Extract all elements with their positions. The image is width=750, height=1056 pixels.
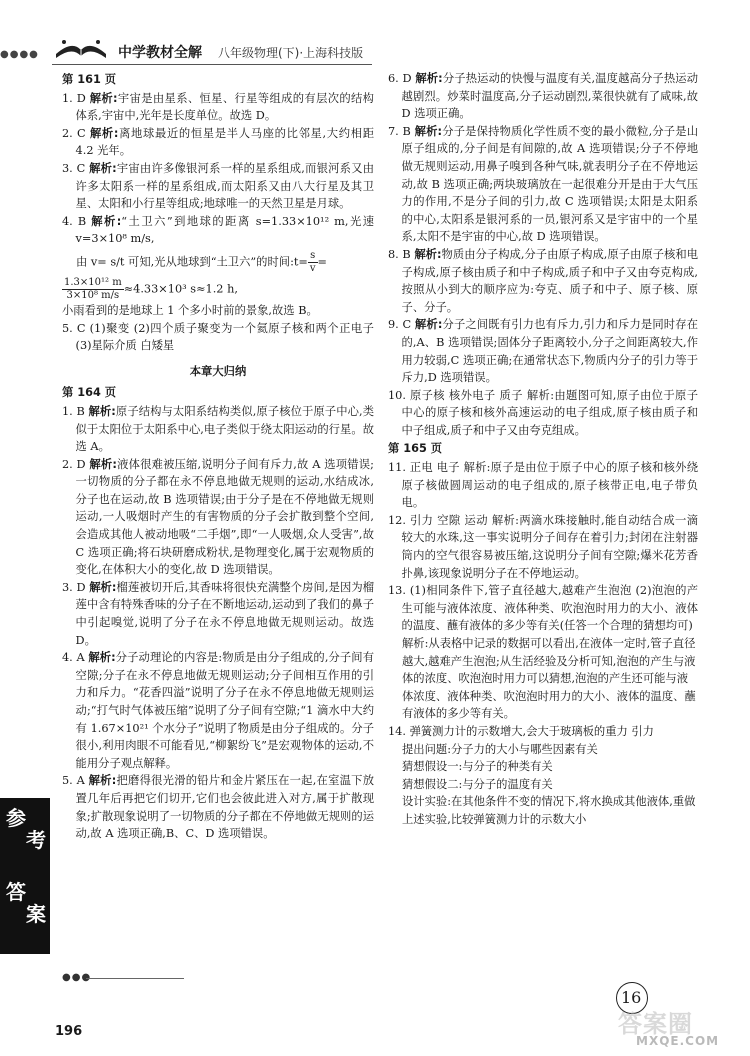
- fraction-denominator: v: [309, 262, 316, 274]
- side-tab-char: 参: [6, 806, 26, 830]
- answer-number: 5. A: [62, 774, 85, 788]
- analysis-label: 解析:: [414, 247, 442, 261]
- analysis-label: 解析:: [89, 457, 117, 471]
- fraction: [308, 250, 318, 275]
- side-tab-answers: [0, 798, 50, 954]
- answer-entry: [62, 125, 374, 160]
- analysis-label: 解析:: [89, 91, 118, 105]
- answer-text: 分子动理论的内容是:物质是由分子组成的,分子间有空隙;分子在永不停息地做无规则运动;分子间相互作用的引力和斥力。“花香四溢”说明了分子在永不停息地做无规则运动;“打气时气体被压缩”说明了分子间有空隙;“1 滴水中大约有 1.67×10²¹ 个水分子”说明了物质是由分子组成的。分子很小,利用肉眼不可能看见,“柳絮纷飞”是宏观物体的运动,不能用分子观点解释。: [75, 651, 374, 770]
- analysis-label: 解析:: [89, 580, 117, 594]
- answer-text: 弹簧测力计的示数增大,会大于玻璃板的重力 引力: [409, 724, 654, 738]
- answer-number: 7. B: [388, 124, 411, 138]
- formula-text: =: [317, 255, 327, 269]
- right-column: [388, 70, 698, 829]
- page-heading: 第 164 页: [62, 386, 117, 400]
- answer-text: 正电 电子 解析:原子是由位于原子中心的原子核和核外绕原子核做圆周运动的电子组成的,原子核带正电,电子带负电。: [401, 461, 698, 510]
- analysis-label: 解析:: [88, 651, 116, 665]
- answer-text: 原子结构与太阳系结构类似,原子核位于原子中心,类似于太阳位于太阳系中心,电子类似于绕太阳运动的行星。故选 A。: [75, 404, 375, 454]
- answer-text: 宇宙是由星系、恒星、行星等组成的有层次的结构体系,宇宙中,光年是长度单位。故选 D。: [75, 91, 374, 123]
- answer-entry: [62, 160, 374, 213]
- answer-number: 6. D: [388, 72, 412, 85]
- header-dots: ●●●●: [0, 49, 39, 60]
- analysis-label: 解析:: [91, 214, 122, 228]
- footer-dots: ●●●: [62, 972, 92, 983]
- page-number: 196: [55, 1024, 83, 1039]
- side-tab-char: 案: [26, 902, 46, 926]
- analysis-label: 解析:: [89, 126, 119, 140]
- answer-entry: [62, 579, 374, 649]
- answer-text: (1)相同条件下,管子直径越大,越难产生泡泡 (2)泡泡的产生可能与液体浓度、液体种类、吹泡泡时用力的大小、液体的温度、蘸有液体的多少等有关(任答一个合理的猜想均可): [401, 584, 699, 633]
- answer-number: 10.: [388, 388, 406, 402]
- answer-paragraph: 设计实验:在其他条件不变的情况下,将水换成其他液体,重做上述实验,比较弹簧测力计的示数大小: [402, 795, 696, 826]
- answer-text: 宇宙由许多像银河系一样的星系组成,而银河系又由许多太阳系一样的星系组成,而太阳系又由八大行星及其卫星、太阳和小行星等组成;地球唯一的天然卫星是月球。: [75, 161, 375, 211]
- page-heading: 第 161 页: [62, 73, 117, 86]
- section-title: 本章大归纳: [189, 364, 247, 378]
- answer-text: 分子是保持物质化学性质不变的最小微粒,分子是山原子组成的,分子间是有间隙的,故 A 选项错误;分子不停地做无规则运动,用鼻子嗅到各种气味,就表明分子在不停地运动,故 B 选项正确;两块玻璃放在一起很难分开是由于大气压力的作用,不是分子间的引力,故 C 选项错误;太阳是太阳系的中心,太阳系是银河系的一员,银河系又是宇宙中的一个星系,太阳不是宇宙的中心,故 D 选项错误。: [401, 124, 699, 244]
- answer-number: 2. C: [62, 126, 86, 140]
- formula-text: ≈4.33×10³ s≈1.2 h,: [123, 282, 238, 296]
- page-header: [0, 0, 750, 66]
- answer-text: 榴莲被切开后,其香味将很快充满整个房间,是因为榴莲中含有特殊香味的分子在不断地运动,运动到了我们的鼻子中引起嗅觉,说明了分子在永不停息地做无规则运动。故选 D。: [75, 580, 374, 647]
- brand-title: 中学教材全解: [118, 45, 202, 61]
- analysis-label: 解析:: [88, 774, 117, 788]
- header-rule: [52, 64, 372, 65]
- footer-rule: [86, 978, 184, 979]
- analysis-label: 解析:: [88, 404, 116, 418]
- answer-entry: [388, 246, 698, 316]
- answer-number: 1. B: [62, 404, 85, 418]
- answer-paragraph: 猜想假设二:与分子的温度有关: [402, 777, 553, 791]
- answer-text: 分子之间既有引力也有斥力,引力和斥力是同时存在的,A、B 选项错误;固体分子距离较小,分子之间距离较大,作用力较弱,C 选项正确;在通常状态下,物质内分子的引力等于斥力,D 选项错误。: [401, 318, 698, 385]
- answer-text: 原子核 核外电子 质子 解析:由题图可知,原子由位于原子中心的原子核和核外高速运动的电子组成,原子核由质子和中子组成,质子和中子又由夸克组成。: [401, 388, 698, 437]
- answer-paragraph: 解析:从表格中记录的数据可以看出,在液体一定时,管子直径越大,越难产生泡泡;从生活经验及分析可知,泡泡的产生与液体的浓度、吹泡泡时用力可以猜想,泡泡的产生还可能与液体浓度、液体种类、吹泡泡时用力的大小、液体的温度、蘸有液体的多少等有关。: [402, 637, 696, 721]
- answer-number: 13.: [388, 584, 406, 598]
- answer-paragraph: 猜想假设一:与分子的种类有关: [402, 760, 553, 774]
- analysis-label: 解析:: [89, 161, 117, 175]
- watermark-url: MXQE.COM: [636, 1034, 720, 1048]
- answer-entry: [388, 387, 698, 440]
- book-logo-icon: [52, 36, 110, 62]
- answer-entry: [62, 456, 374, 579]
- answer-entry: [388, 582, 698, 635]
- analysis-label: 解析:: [414, 124, 443, 138]
- answer-text: 液体很难被压缩,说明分子间有斥力,故 A 选项错误;一切物质的分子都在永不停息地做无规则的运动,水结成冰,分子也在运动,故 B 选项错误;由于分子是在不停地做无规则运动,一人吸烟时产生的有害物质的分子会扩散到整个空间,会造成其他人被动地吸“二手烟”,即“一人吸烟,众人受害”,故 C 选项正确;将石块研磨成粉状,是物理变化,属于宏观物质的变化,在体积大小的变化,故 D 选项错误。: [75, 457, 374, 577]
- answer-entry: [388, 459, 698, 512]
- side-tab-char: 考: [26, 828, 46, 852]
- left-column: [62, 70, 374, 843]
- answer-entry: [62, 90, 374, 125]
- answer-number: 4. A: [62, 651, 85, 665]
- answer-entry: [62, 320, 374, 355]
- answer-entry: [62, 403, 374, 456]
- fraction: [62, 277, 124, 302]
- answer-entry: [388, 70, 698, 123]
- answer-paragraph: 提出问题:分子力的大小与哪些因素有关: [402, 742, 598, 756]
- answer-text: 分子热运动的快慢与温度有关,温度越高分子热运动越剧烈。炒菜时温度高,分子运动剧烈,菜很快就有了咸味,故 D 选项正确。: [401, 72, 698, 121]
- answer-text: 引力 空隙 运动 解析:两滴水珠接触时,能自动结合成一滴较大的水珠,这一事实说明分子间存在着引力;封闭在注射器筒内的空气很容易被压缩,这说明分子间有空隙;爆米花芳香扑鼻,该现象说明分子在不停地运动。: [401, 513, 698, 580]
- answer-text: 物质由分子构成,分子由原子构成,原子由原子核和电子构成,原子核由质子和中子构成,质子和中子又由夸克构成,按照从小到大的顺序应为:夸克、质子和中子、原子核、原子、分子。: [401, 247, 698, 314]
- answer-text: (1)聚变 (2)四个质子聚变为一个氦原子核和两个正电子 (3)星际介质 白矮星: [75, 321, 374, 353]
- watermark-logo: 答案圈: [618, 1010, 693, 1038]
- answer-paragraph: 小雨看到的是地球上 1 个多小时前的景象,故选 B。: [62, 303, 318, 317]
- answer-number: 3. C: [62, 161, 86, 175]
- answer-number: 12.: [388, 513, 406, 527]
- answer-text: 离地球最近的恒星是半人马座的比邻星,大约相距 4.2 光年。: [75, 126, 374, 158]
- analysis-label: 解析:: [415, 72, 443, 85]
- answer-entry: [62, 772, 374, 842]
- answer-number: 5. C: [62, 321, 86, 335]
- analysis-label: 解析:: [414, 318, 443, 332]
- answer-number: 8. B: [388, 247, 411, 261]
- fraction-numerator: s: [308, 250, 318, 263]
- answer-number: 4. B: [62, 214, 87, 228]
- fraction-denominator: 3×10⁸ m/s: [66, 289, 120, 301]
- answer-entry: [388, 316, 698, 386]
- book-subtitle: 八年级物理(下)·上海科技版: [218, 46, 364, 60]
- page-heading: 第 165 页: [388, 442, 443, 456]
- formula-text: 由 v= s/t 可知,光从地球到“土卫六”的时间:t=: [76, 255, 308, 269]
- answer-entry: [388, 123, 698, 246]
- answer-text: “土卫六”到地球的距离 s=1.33×10¹² m,光速 v=3×10⁸ m/s,: [75, 214, 375, 246]
- answer-text: 把磨得很光滑的铅片和金片紧压在一起,在室温下放置几年后再把它们切开,它们也会彼此进入对方,属于扩散现象;扩散现象说明了一切物质的分子都在不停地做无规则的运动,故 A 选项正确,B、C、D 选项错误。: [75, 774, 375, 841]
- answer-number: 3. D: [62, 580, 86, 594]
- answer-entry: [388, 512, 698, 582]
- side-tab-char: 答: [6, 880, 26, 904]
- corner-mark-text: 16: [621, 988, 642, 1007]
- answer-number: 14.: [388, 724, 406, 738]
- answer-number: 11.: [388, 461, 406, 475]
- answer-number: 9. C: [388, 318, 412, 332]
- answer-entry: [388, 723, 698, 741]
- answer-entry: [62, 213, 374, 248]
- fraction-numerator: 1.3×10¹² m: [64, 276, 122, 288]
- answer-entry: [62, 649, 374, 772]
- formula-line: [62, 250, 374, 275]
- answer-number: 2. D: [62, 457, 86, 471]
- formula-line: [62, 277, 374, 302]
- answer-number: 1. D: [62, 91, 86, 105]
